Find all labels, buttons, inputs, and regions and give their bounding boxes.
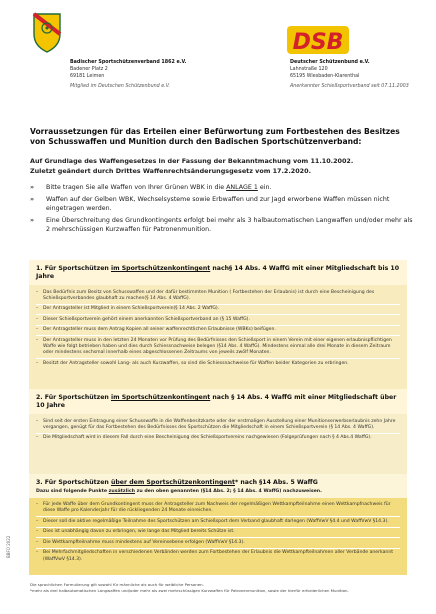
dsb-address	[290, 60, 409, 91]
bsv-name: Badischer Sportschützenverband 1862 e.V.	[70, 60, 187, 65]
list-item: – Dies ist unabhängig davon zu erbringen, wie lange das Mitglied bereits Schütze ist.	[36, 528, 400, 539]
instruction-text: Bitte tragen Sie alle Waffen von Ihrer Grünen WBK in die	[46, 184, 227, 191]
list-item: – Der Antragsteller muss in den letzten 24 Monaten vor Prüfung des Bedürfnisses den Schießsport in einem Verein mit einer eigenen erlaubnispflichtigen Waffe wie folgt betrieben haben und dies durch Schiessnachweise belegen (§14 Abs. 4 WaffG). Mindestens einmal alle drei Monate in diesem Zeitraum oder mindestens sechsmal innerhalb eines abgeschlossenen Zeitraums von jeweils zwölf Monaten.	[36, 336, 400, 359]
footnote: *mehr als drei halbautomatischen Langwaffen und/oder mehr als zwei mehrschüssigen Kurzwaffen für Patronenmunition, sowie der hierfür erforderlichen Munition.	[30, 588, 349, 593]
dsb-name: Deutscher Schützenbund e.V.	[290, 60, 370, 65]
bsv-membership-note: Mitglied im Deutschen Schützenbund e.V.	[70, 84, 170, 90]
section-3-list	[29, 498, 407, 565]
dsb-street: Lahnstraße 120	[290, 66, 328, 72]
bsv-crest-logo	[30, 10, 64, 54]
dsb-logo	[285, 22, 355, 58]
list-item: – Für jede Waffe über dem Grundkontingent muss der Antragsteller zum Nachweis der regelmäßigen Wettkampfteilnahme einen Wettkampfnachweis für diese Waffe pro Kalenderjahr für die rückliegenden 24 Monate einreichen.	[36, 501, 400, 518]
instruction-item	[30, 216, 415, 234]
instruction-item	[30, 195, 415, 213]
instruction-text: Waffen auf der Gelben WBK, Wechselsysteme sowie Erbwaffen und zur Jagd erworbene Waffen müssen nicht eingetragen werden.	[46, 196, 390, 212]
list-item: – Dieser Schießsportverein gehört einem anerkannten Schießsportverband an (§ 15 WaffG).	[36, 315, 400, 326]
chevron-bullet-icon: »	[30, 196, 35, 203]
list-item: – Besitzt der Antragsteller sowohl Lang- als auch Kurzwaffen, so sind die Schiessnachweise für Waffen beider Kategorien zu erbringen.	[36, 360, 349, 366]
list-item: – Der Antragsteller muss dem Antrag Kopien all seiner waffenrechtlichen Erlaubnisse (WBKs) beifügen.	[36, 326, 400, 337]
chevron-bullet-icon: »	[30, 217, 35, 224]
dsb-logo-text: DSB	[292, 30, 344, 55]
section-3-heading: 3. Für Sportschützen über dem Sportschützenkontingent* nach §14 Abs. 5 WaffG	[29, 474, 407, 489]
section-box-2	[29, 389, 407, 475]
chevron-bullet-icon: »	[30, 184, 35, 191]
bsv-address	[70, 60, 186, 91]
section-3-subheading: Dazu sind folgende Punkte zusätzlich zu den oben genannten (§14 Abs. 2; § 14 Abs. 4 WaffG) nachzuweisen.	[29, 489, 407, 498]
instruction-item	[30, 183, 415, 192]
list-item: – Dieser soll die aktive regelmäßige Teilnahme des Sportschützen am Schießsport dem Verband glaubhaft darlegen (WaffVwV §4.4 und WaffVwV §14.3).	[36, 517, 400, 528]
dsb-recognition-note: Anerkannter Schießsportverband seit 07.11.2003	[290, 84, 409, 90]
footnote: Die sprachlichen Formulierung gilt sowohl für männliche als auch für weibliche Personen.	[30, 582, 204, 587]
list-item: – Bei Mehrfachmitgliedschaften in verschiedenen Verbänden werden zum Fortbestehen der Erlaubnis die Wettkampfteilnahmen aller Verbände anerkannt (WaffVwV §14.3).	[36, 550, 394, 562]
section-box-3	[29, 474, 407, 575]
legal-basis-line: Zuletzt geändert durch Drittes Waffenrechtsänderungsgesetz vom 17.2.2020.	[30, 166, 312, 175]
form-code-label: BBFO 2022	[6, 535, 11, 558]
section-box-1	[29, 260, 407, 390]
section-1-list	[29, 285, 407, 369]
list-item: – Sind seit der ersten Eintragung einer Schusswaffe in die Waffenbesitzkarte oder der erstmaligen Ausstellung einer Munitionserwerbserlaubnis zehn Jahre vergangen, genügt für das Fortbestehen des Bedürfnisses des Sportschützen die Mitgliedschaft in einem Schießsportverein (§ 14 Abs. 4 WaffG).	[36, 417, 400, 434]
list-item: – Das Bedürfnis zum Besitz von Schusswaffen und der dafür bestimmten Munition ( Fortbestehen der Erlaubnis) ist durch eine Bescheinigung des Schießsportverbandes glaubhaft zu machen(§ 14 Abs. 4 WaffG).	[36, 288, 400, 305]
instruction-list	[30, 183, 415, 237]
bsv-street: Badener Platz 2	[70, 66, 108, 72]
bsv-city: 69181 Leimen	[70, 73, 105, 79]
section-2-heading: 2. Für Sportschützen im Sportschützenkontingent nach § 14 Abs. 4 WaffG mit einer Mitgliedschaft über 10 Jahre	[29, 389, 407, 414]
document-title: Vorraussetzungen für das Erteilen einer Befürwortung zum Fortbestehen des Besitzes von Schusswaffen und Munition durch den Badischen Sportschützenverband:	[30, 127, 400, 147]
section-2-list	[29, 414, 407, 443]
section-1-heading: 1. Für Sportschützen im Sportschützenkontingent nach§ 14 Abs. 4 WaffG mit einer Mitgliedschaft bis 10 Jahre	[29, 260, 407, 285]
list-item: – Die Wettkampfteilnahme muss mindestens auf Vereinsebene erfolgen (WaffVwV §14.3).	[36, 538, 400, 549]
instruction-text: ein.	[257, 184, 272, 191]
instruction-text: Eine Überschreitung des Grundkontingents erfolgt bei mehr als 3 halbautomatischen Langwaffen und/oder mehr als 2 mehrschüssigen Kurzwaffen für Patronenmunition.	[46, 217, 413, 233]
footnotes	[30, 582, 410, 594]
anlage-1-link[interactable]: ANLAGE 1	[226, 184, 258, 191]
legal-basis-line: Auf Grundlage des Waffengesetzes in der Fassung der Bekanntmachung vom 11.10.2002.	[30, 157, 354, 165]
legal-basis	[30, 157, 415, 176]
list-item: – Der Antragsteller ist Mitglied in einem Schießsportverein(§ 14 Abs. 2 WaffG).	[36, 305, 400, 316]
dsb-city: 65195 Wiesbaden-Klarenthal	[290, 73, 360, 79]
list-item: – Die Mitgliedschaft wird in diesem Fall durch eine Bescheinigung des Schießsportvereins nachgewiesen (Folgeprüfungen nach § 4 Abs.4 WaffG).	[36, 435, 372, 441]
